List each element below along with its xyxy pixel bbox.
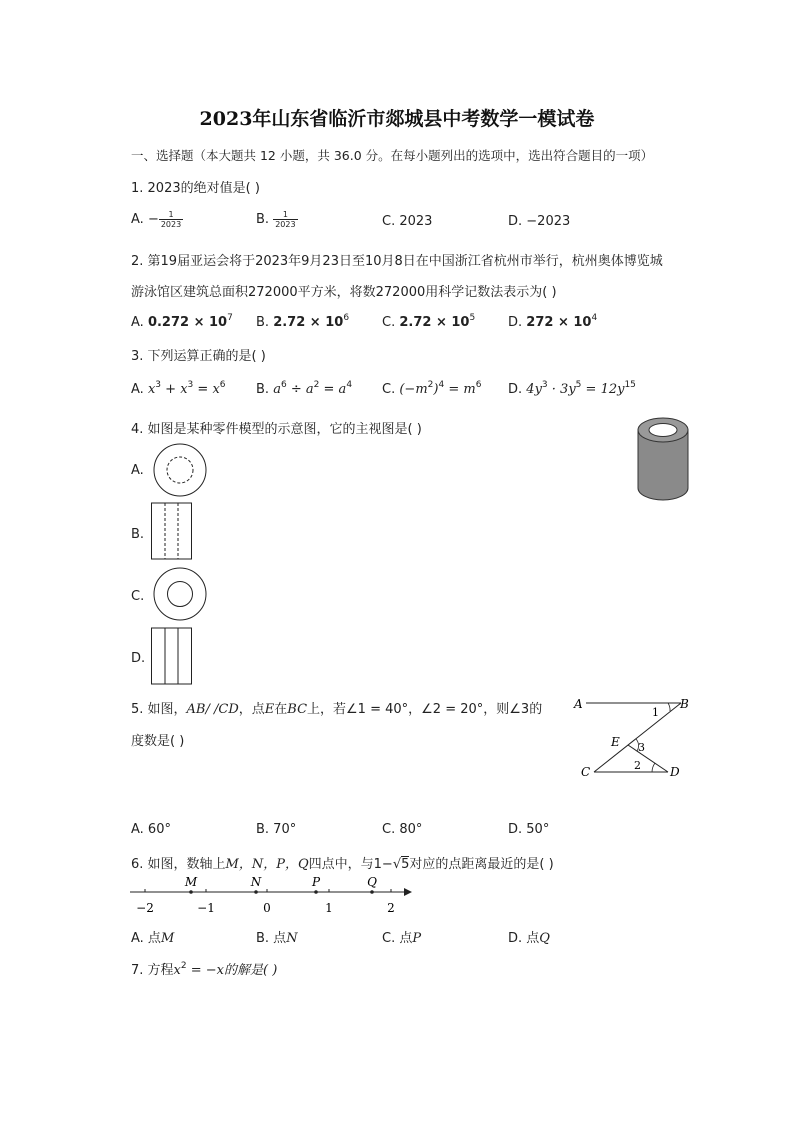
q3-option-b-label: B. bbox=[256, 382, 270, 397]
denominator: 2023 bbox=[160, 220, 182, 229]
q4-option-a-figure[interactable] bbox=[151, 443, 209, 497]
q5-stem-post: 上，若∠1 = 40°，∠2 = 20°，则∠3的 bbox=[307, 702, 543, 717]
cylinder-hole bbox=[649, 424, 677, 437]
q2-stem-line2: 游泳馆区建筑总面积272000平方米，将数272000用科学记数法表示为( ) bbox=[131, 285, 557, 300]
label-e: E bbox=[611, 735, 620, 749]
eq: = bbox=[319, 382, 339, 397]
axis-tick-label: 1 bbox=[325, 901, 333, 915]
exp: 3 bbox=[187, 380, 194, 390]
sqrt-icon: √ bbox=[392, 857, 402, 872]
q2-option-a-base: 0.272 × 10 bbox=[147, 315, 228, 330]
section-heading: 一、选择题（本大题共 12 小题，共 36.0 分。在每小题列出的选项中，选出符合题目的一项） bbox=[131, 148, 654, 163]
q3-stem: 3. 下列运算正确的是( ) bbox=[131, 349, 266, 364]
axis-point bbox=[314, 890, 318, 894]
q2-stem-line1: 2. 第19届亚运会将于2023年9月23日至10月8日在中国浙江省杭州市举行，杭州奥体博览城 bbox=[131, 254, 663, 269]
q3-option-b[interactable] bbox=[256, 380, 352, 397]
axis-tick-label: 2 bbox=[387, 901, 395, 915]
term: (−m bbox=[399, 382, 428, 397]
q2-option-a[interactable] bbox=[131, 313, 233, 330]
q6-stem bbox=[131, 853, 554, 872]
term: = 12y bbox=[581, 382, 625, 397]
exp: 5 bbox=[575, 380, 582, 390]
numerator: 1 bbox=[273, 210, 297, 220]
exam-title: 2023年山东省临沂市郯城县中考数学一模试卷 bbox=[199, 108, 595, 130]
option-point: N bbox=[286, 931, 298, 946]
term: a bbox=[273, 382, 281, 397]
term: x bbox=[147, 382, 156, 397]
label-b: B bbox=[680, 697, 689, 711]
q5-parallel-lines-figure bbox=[570, 692, 694, 784]
term: a bbox=[338, 382, 347, 397]
q4-option-c-label[interactable]: C. bbox=[131, 589, 145, 604]
axis-tick-label: −1 bbox=[197, 901, 215, 915]
option-label: D. 点 bbox=[508, 931, 540, 946]
q5-option-a[interactable]: A. 60° bbox=[131, 822, 171, 837]
q6-option-b[interactable] bbox=[256, 927, 298, 946]
q2-option-d-label: D. bbox=[508, 315, 523, 330]
q5-option-b[interactable]: B. 70° bbox=[256, 822, 297, 837]
option-point: P bbox=[412, 931, 422, 946]
exp: 4 bbox=[346, 380, 353, 390]
numerator: 1 bbox=[159, 210, 183, 220]
exp: 2 bbox=[427, 380, 434, 390]
q2-option-d-base: 272 × 10 bbox=[526, 315, 592, 330]
q3-option-d-label: D. bbox=[508, 382, 523, 397]
q2-option-c-exp: 5 bbox=[469, 313, 476, 323]
q3-option-a[interactable] bbox=[131, 380, 226, 397]
term: ) bbox=[433, 382, 439, 397]
exp: 3 bbox=[155, 380, 162, 390]
q2-option-d-exp: 4 bbox=[591, 313, 598, 323]
q1-option-b-fraction bbox=[273, 210, 297, 229]
label-angle-1: 1 bbox=[652, 706, 659, 719]
q7-stem-exp: 2 bbox=[180, 961, 187, 971]
q4-option-d-label[interactable]: D. bbox=[131, 651, 146, 666]
q6-stem-radicand: 5 bbox=[401, 857, 410, 872]
q2-option-c-label: C. bbox=[382, 315, 396, 330]
axis-tick-label: −2 bbox=[136, 901, 154, 915]
option-label: C. 点 bbox=[382, 931, 413, 946]
q7-stem bbox=[131, 959, 277, 978]
q2-option-b-base: 2.72 × 10 bbox=[273, 315, 344, 330]
q5-stem-e: E bbox=[264, 702, 275, 717]
q4-option-c-figure[interactable] bbox=[151, 567, 209, 623]
op: ÷ bbox=[286, 382, 306, 397]
op: + bbox=[161, 382, 181, 397]
q6-option-a[interactable] bbox=[131, 927, 174, 946]
q5-stem-ab-cd: AB/ /CD bbox=[186, 702, 239, 717]
option-label: A. 点 bbox=[131, 931, 161, 946]
q5-stem-bc: BC bbox=[287, 702, 308, 717]
axis-point bbox=[370, 890, 374, 894]
exp: 2 bbox=[313, 380, 320, 390]
q2-option-d[interactable] bbox=[508, 313, 597, 330]
option-point: Q bbox=[539, 931, 550, 946]
axis-point bbox=[189, 890, 193, 894]
axis-arrow-icon bbox=[404, 888, 412, 896]
q3-option-c[interactable] bbox=[382, 380, 481, 397]
option-label: B. 点 bbox=[256, 931, 287, 946]
label-angle-3: 3 bbox=[638, 741, 645, 754]
q1-stem: 1. 2023的绝对值是( ) bbox=[131, 181, 260, 196]
exp: 3 bbox=[541, 380, 548, 390]
q1-option-a[interactable] bbox=[131, 210, 183, 229]
q3-option-c-label: C. bbox=[382, 382, 396, 397]
q1-option-c[interactable]: C. 2023 bbox=[382, 214, 433, 229]
q6-stem-pre: 6. 如图，数轴上 bbox=[131, 857, 226, 872]
q3-option-a-label: A. bbox=[131, 382, 144, 397]
term: x bbox=[212, 382, 220, 397]
q4-option-b-label[interactable]: B. bbox=[131, 527, 145, 542]
angle2-arc bbox=[652, 763, 655, 772]
axis-point-label: P bbox=[311, 875, 321, 889]
axis-point-label: N bbox=[250, 875, 262, 889]
q4-stem: 4. 如图是某种零件模型的示意图，它的主视图是( ) bbox=[131, 422, 422, 437]
q1-option-a-fraction bbox=[159, 210, 183, 229]
q1-option-d[interactable]: D. −2023 bbox=[508, 214, 571, 229]
q6-stem-points: M，N，P，Q bbox=[225, 857, 309, 872]
q5-stem-line2: 度数是( ) bbox=[131, 734, 185, 749]
label-angle-2: 2 bbox=[634, 759, 641, 772]
q7-stem-pre: 7. 方程 bbox=[131, 963, 174, 978]
q6-option-d[interactable] bbox=[508, 927, 550, 946]
eq: = bbox=[193, 382, 213, 397]
label-d: D bbox=[670, 765, 680, 779]
axis-point bbox=[254, 890, 258, 894]
term: a bbox=[305, 382, 314, 397]
label-a: A bbox=[574, 697, 583, 711]
q4-option-a-label[interactable]: A. bbox=[131, 463, 144, 478]
q7-stem-x: x bbox=[173, 963, 181, 978]
q3-option-d[interactable] bbox=[508, 380, 636, 397]
axis-tick-label: 0 bbox=[263, 901, 271, 915]
term: 4y bbox=[526, 382, 542, 397]
denominator: 2023 bbox=[275, 220, 296, 229]
q2-option-c[interactable] bbox=[382, 313, 475, 330]
term: = m bbox=[444, 382, 476, 397]
q1-option-a-label: A. bbox=[131, 212, 144, 227]
q1-option-b-label: B. bbox=[256, 212, 270, 227]
exp: 6 bbox=[475, 380, 482, 390]
exp: 6 bbox=[280, 380, 287, 390]
term: · 3y bbox=[547, 382, 576, 397]
q5-option-c[interactable]: C. 80° bbox=[382, 822, 423, 837]
term: x bbox=[180, 382, 188, 397]
q1-option-b[interactable] bbox=[256, 210, 298, 229]
q6-option-c[interactable] bbox=[382, 927, 421, 946]
q5-stem-line1 bbox=[131, 698, 542, 717]
q2-option-a-exp: 7 bbox=[227, 313, 233, 323]
q4-option-d-figure[interactable] bbox=[150, 627, 194, 687]
q5-stem-in: 在 bbox=[274, 702, 288, 717]
q2-option-b[interactable] bbox=[256, 313, 349, 330]
q2-option-b-exp: 6 bbox=[343, 313, 350, 323]
angle1-arc bbox=[668, 703, 670, 711]
q6-stem-mid: 四点中，与1− bbox=[308, 857, 393, 872]
label-c: C bbox=[581, 765, 591, 779]
axis-point-label: M bbox=[184, 875, 198, 889]
q1-option-a-sign: − bbox=[147, 212, 159, 227]
q2-option-a-label: A. bbox=[131, 315, 144, 330]
q2-option-c-base: 2.72 × 10 bbox=[399, 315, 470, 330]
q5-stem-pre: 5. 如图， bbox=[131, 702, 187, 717]
q6-number-line bbox=[126, 874, 416, 918]
q5-option-d[interactable]: D. 50° bbox=[508, 822, 550, 837]
hollow-cylinder-figure bbox=[634, 416, 692, 506]
exp: 15 bbox=[624, 380, 636, 390]
q4-option-b-figure[interactable] bbox=[150, 502, 194, 562]
axis-point-label: Q bbox=[367, 875, 377, 889]
option-point: M bbox=[160, 931, 175, 946]
q6-stem-post: 对应的点距离最近的是( ) bbox=[409, 857, 554, 872]
exp: 4 bbox=[438, 380, 445, 390]
exp: 6 bbox=[219, 380, 226, 390]
q5-stem-mid: ，点 bbox=[238, 702, 265, 717]
q2-option-b-label: B. bbox=[256, 315, 270, 330]
q7-stem-post: = −x的解是( ) bbox=[186, 963, 278, 978]
